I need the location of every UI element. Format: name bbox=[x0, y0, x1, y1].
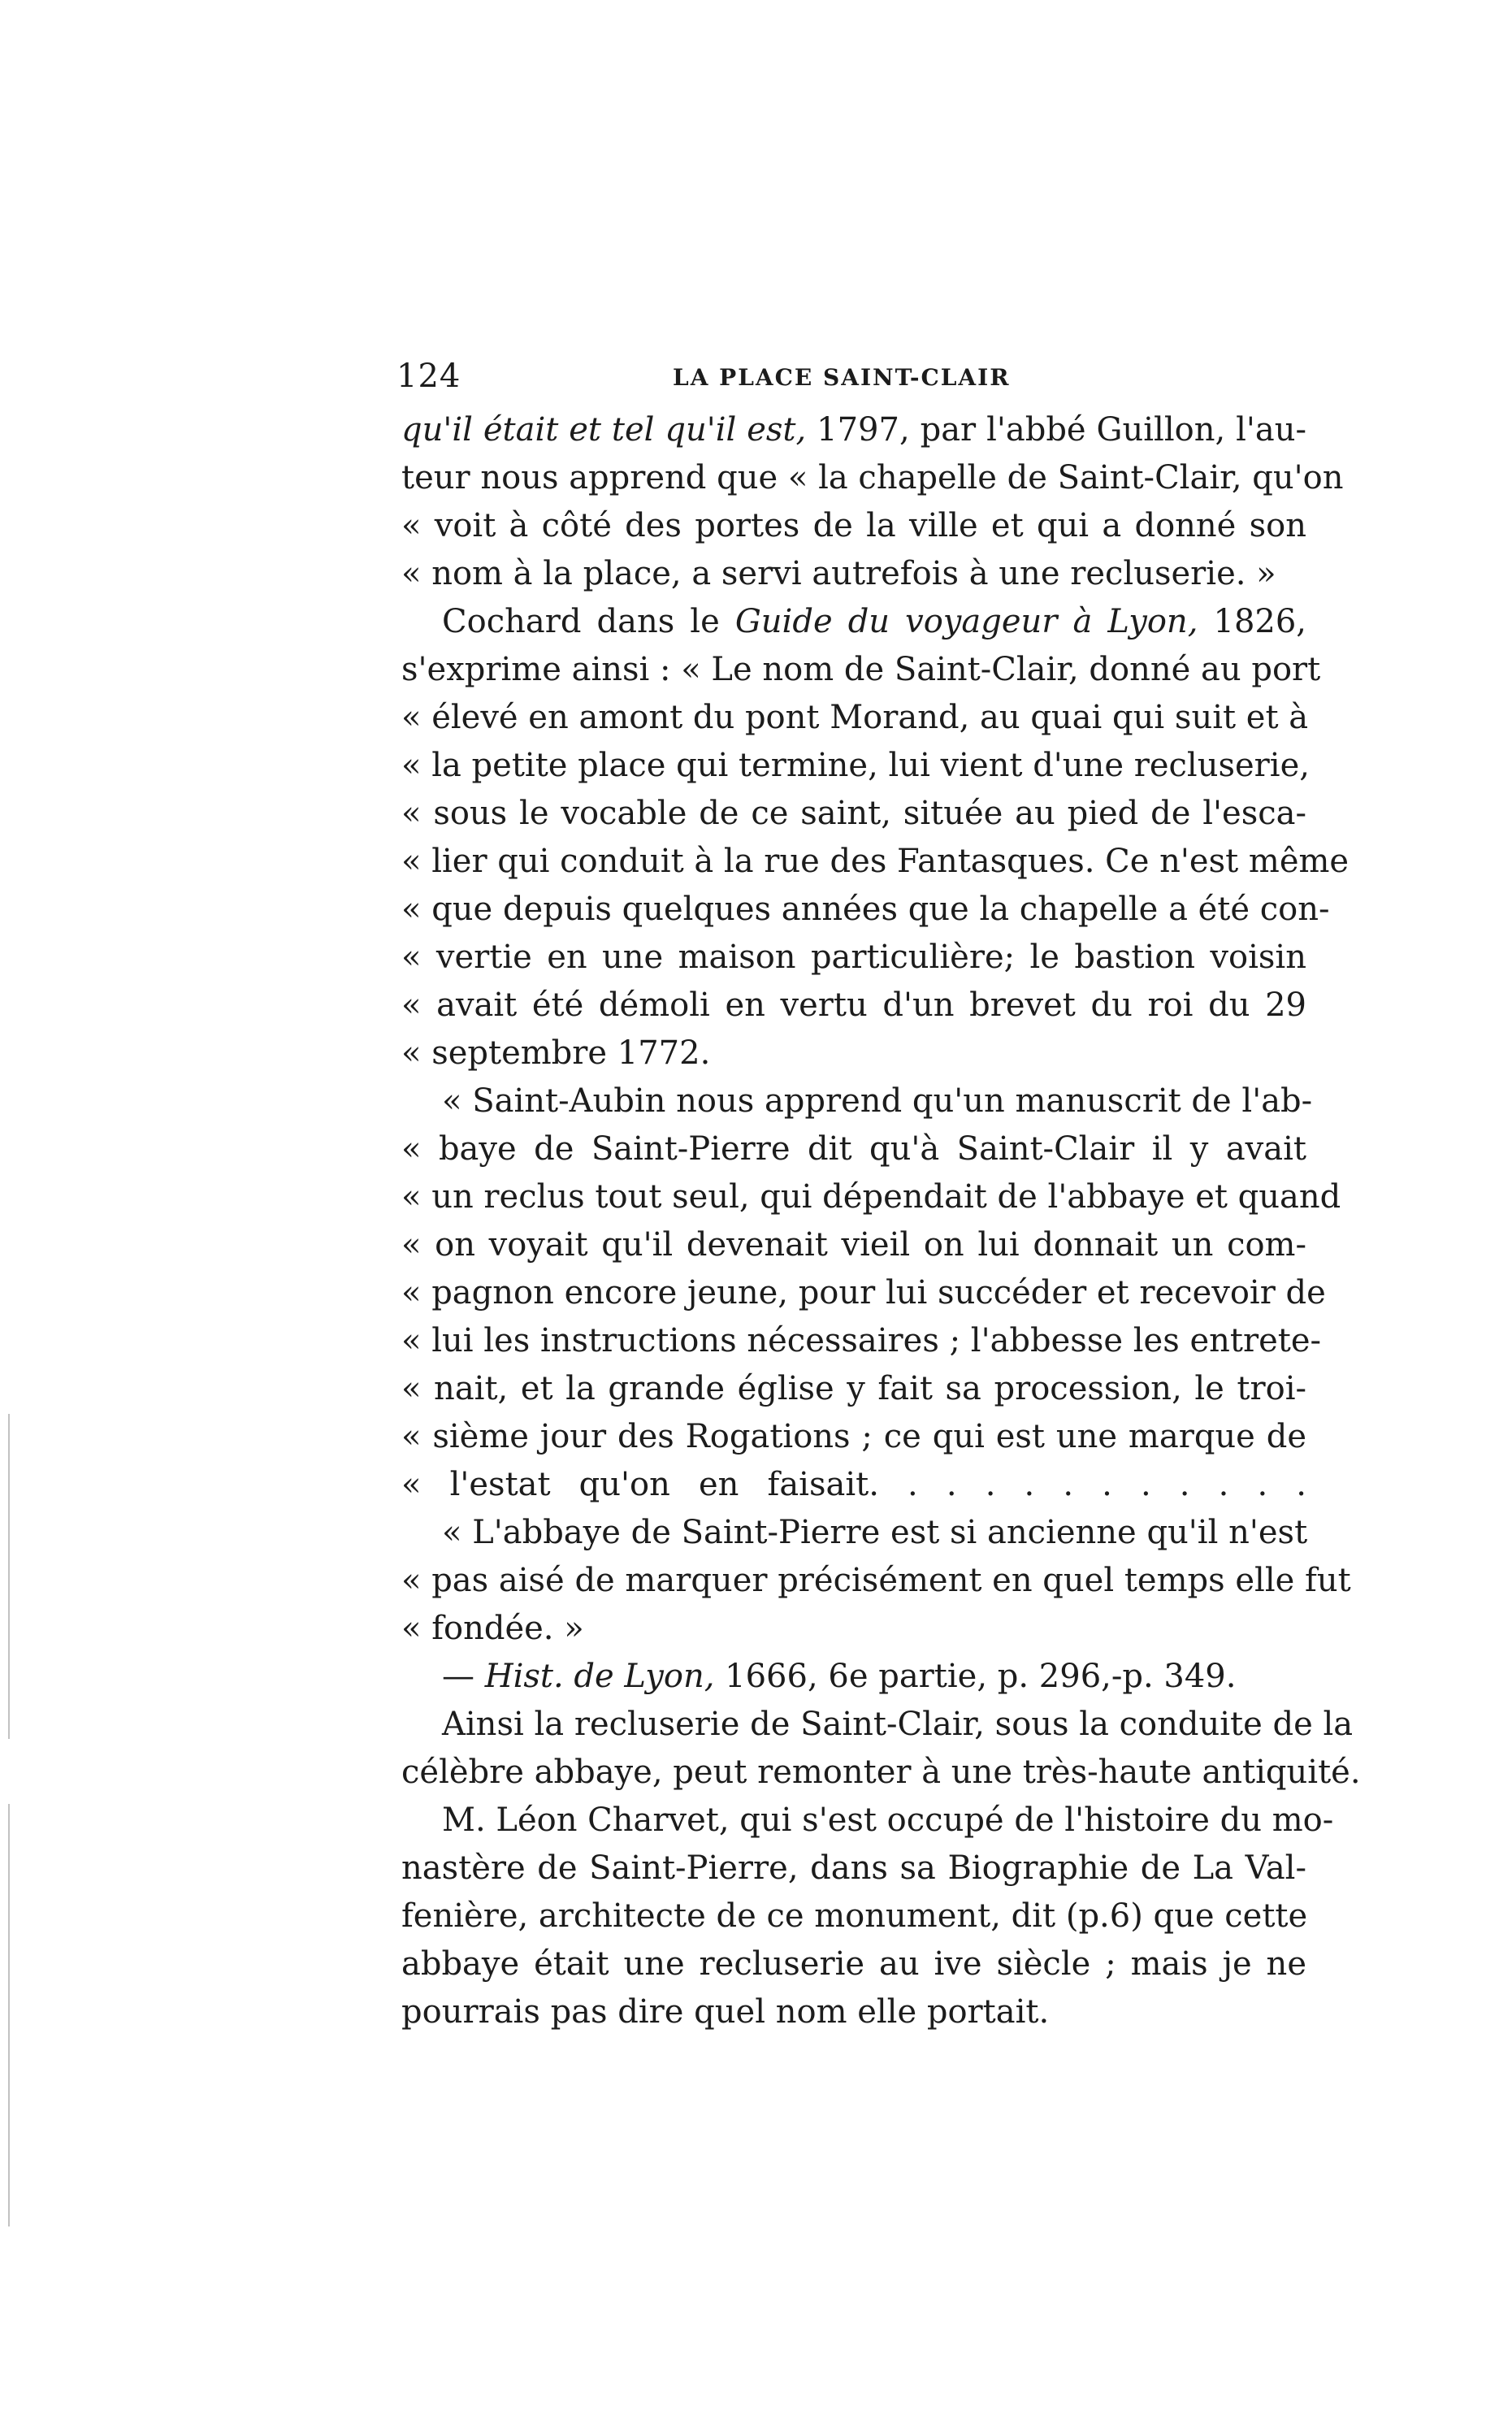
text-line: « Saint-Aubin nous apprend qu'un manuscrit de l'ab- bbox=[442, 1082, 1313, 1120]
text-line: « voit à côté des portes de la ville et qui a donné son bbox=[401, 507, 1306, 544]
text-line: « la petite place qui termine, lui vient d'une recluserie, bbox=[401, 747, 1310, 784]
text-line: abbaye était une recluserie au ive siècle ; mais je ne bbox=[401, 1945, 1306, 1983]
text-line: teur nous apprend que « la chapelle de Saint-Clair, qu'on bbox=[401, 459, 1344, 496]
text-line: « un reclus tout seul, qui dépendait de l'abbaye et quand bbox=[401, 1178, 1341, 1216]
text-line: s'exprime ainsi : « Le nom de Saint-Clair, donné au port bbox=[401, 651, 1321, 688]
text-line: « que depuis quelques années que la chapelle a été con- bbox=[401, 891, 1330, 928]
text-line: M. Léon Charvet, qui s'est occupé de l'histoire du mo- bbox=[442, 1801, 1334, 1839]
text-line: « fondée. » bbox=[401, 1610, 584, 1647]
text-line: « on voyait qu'il devenait vieil on lui donnait un com- bbox=[401, 1226, 1306, 1264]
text-line: « sième jour des Rogations ; ce qui est une marque de bbox=[401, 1418, 1306, 1455]
text-line: Ainsi la recluserie de Saint-Clair, sous la conduite de la bbox=[442, 1706, 1354, 1743]
text-line: « élevé en amont du pont Morand, au quai qui suit et à bbox=[401, 699, 1309, 736]
scan-margin-mark bbox=[8, 1414, 10, 2226]
citation-line: — Hist. de Lyon, 1666, 6e partie, p. 296,-p. 349. bbox=[442, 1658, 1237, 1695]
body-text bbox=[401, 406, 1361, 2036]
text-line: fenière, architecte de ce monument, dit (p.6) que cette bbox=[401, 1897, 1308, 1935]
page-header bbox=[396, 358, 1315, 403]
text-line: « L'abbaye de Saint-Pierre est si ancienne qu'il n'est bbox=[442, 1514, 1308, 1551]
text-line: « lui les instructions nécessaires ; l'abbesse les entrete- bbox=[401, 1322, 1322, 1359]
text-line: « l'estat qu'on en faisait. . . . . . . . . . . . bbox=[401, 1466, 1306, 1503]
text-line: qu'il était et tel qu'il est, 1797, par l'abbé Guillon, l'au- bbox=[401, 411, 1306, 449]
text-line: « pas aisé de marquer précisément en quel temps elle fut bbox=[401, 1562, 1351, 1599]
text-line: nastère de Saint-Pierre, dans sa Biographie de La Val- bbox=[401, 1849, 1306, 1887]
text-line: « sous le vocable de ce saint, située au pied de l'esca- bbox=[401, 795, 1306, 832]
running-head: LA PLACE SAINT-CLAIR bbox=[673, 364, 1011, 391]
text-line: « nait, et la grande église y fait sa procession, le troi- bbox=[401, 1370, 1306, 1407]
text-line: Cochard dans le Guide du voyageur à Lyon, 1826, bbox=[442, 603, 1306, 640]
text-line: « avait été démoli en vertu d'un brevet du roi du 29 bbox=[401, 986, 1306, 1024]
text-line: « pagnon encore jeune, pour lui succéder et recevoir de bbox=[401, 1274, 1326, 1312]
text-line: « lier qui conduit à la rue des Fantasques. Ce n'est même bbox=[401, 843, 1350, 880]
text-line: pourrais pas dire quel nom elle portait. bbox=[401, 1993, 1050, 2031]
page-number: 124 bbox=[396, 358, 461, 395]
text-line: célèbre abbaye, peut remonter à une très-haute antiquité. bbox=[401, 1754, 1361, 1791]
text-line: « baye de Saint-Pierre dit qu'à Saint-Clair il y avait bbox=[401, 1130, 1306, 1168]
text-line: « septembre 1772. bbox=[401, 1034, 711, 1072]
text-line: « nom à la place, a servi autrefois à une recluserie. » bbox=[401, 555, 1276, 592]
text-line: « vertie en une maison particulière; le bastion voisin bbox=[401, 939, 1306, 976]
